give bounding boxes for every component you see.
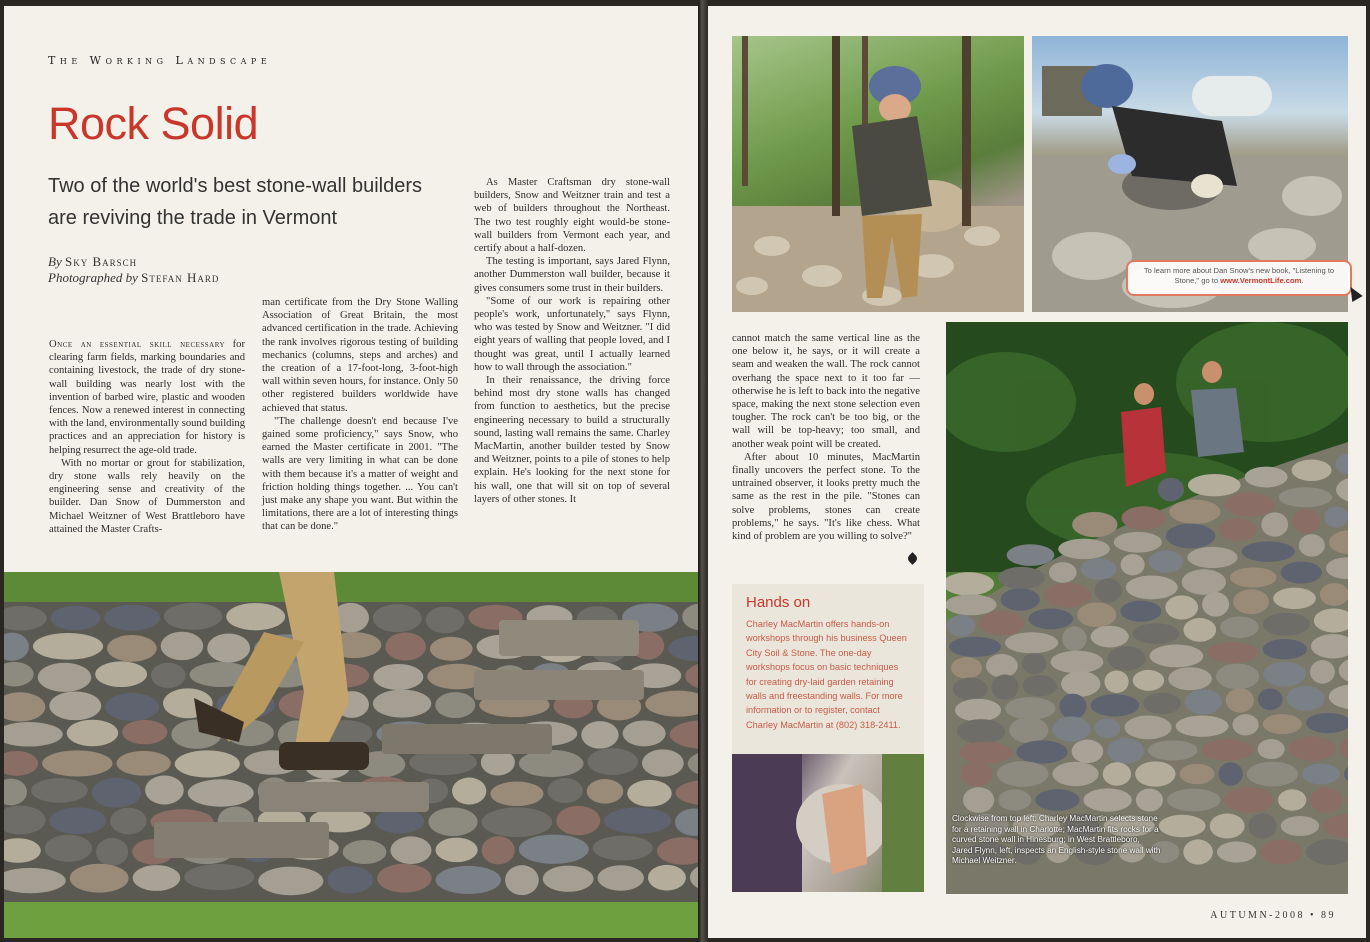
wall-stone — [452, 778, 486, 805]
wall-stone — [385, 633, 426, 661]
wall-stone — [556, 806, 600, 835]
info-text: Stone," go to — [1174, 276, 1219, 285]
stone-wall-illustration — [4, 572, 698, 938]
wall-stone — [961, 762, 993, 787]
wall-stone — [110, 808, 146, 835]
wall-stone — [1289, 736, 1336, 761]
wall-stone — [957, 719, 1005, 744]
wall-stone — [1125, 715, 1172, 739]
wall-stone — [184, 864, 254, 890]
paragraph: "Some of our work is repairing other people's work, unfortunately," says Flynn, who was tested by Snow and Weitzner. "I did eight years of walling that people loved, and I thought was great, until I actually learned how to wall through the association." — [474, 295, 670, 373]
column-1 — [49, 338, 245, 536]
wall-stone — [70, 864, 129, 893]
wall-stone — [1220, 616, 1259, 638]
paragraph: After about 10 minutes, MacMartin finally uncovers the perfect stone. To the untrained observer, it looks pretty much the same as the rest in the pile. "Stones can solve problems, stones can create problems," he says. "It's like chess. What kind of problem are you willing to solve?" — [732, 451, 920, 543]
wall-stone — [1005, 697, 1055, 720]
paragraph-text: for clearing farm fields, marking boundaries and containing livestock, the trade of dry stone-wall building was nearly lost with the invention of barbed wire, plastic and wooden fences. Now a renewed interest in connecting with the land, environmentally sound building practices and an appreciation for history is helping resurrect the age-old trade. — [49, 339, 245, 456]
wall-stone — [327, 866, 373, 893]
wall-stone — [955, 699, 1001, 722]
wall-stone — [1233, 714, 1259, 735]
wall-stone — [105, 693, 159, 721]
headline: Rock Solid — [48, 98, 259, 149]
wall-stone — [1022, 653, 1047, 674]
wall-stone — [1150, 645, 1204, 668]
stone-steps-wall-photo — [4, 572, 698, 938]
wall-stone — [1218, 762, 1242, 785]
wall-stone — [31, 778, 88, 803]
wall-stone — [1201, 739, 1253, 760]
wall-stone — [1005, 632, 1058, 653]
wall-stone — [979, 611, 1024, 636]
author-byline — [48, 254, 137, 270]
wall-stone — [1287, 686, 1325, 711]
wall-stone — [1263, 662, 1306, 687]
wall-stone — [92, 778, 141, 808]
wall-stone — [505, 865, 539, 895]
wall-stone — [428, 808, 477, 837]
wall-stone — [604, 808, 671, 834]
paragraph: The testing is important, says Jared Flynn, another Dummerston wall builder, because it gives consumers some trust in their builders. — [474, 256, 670, 294]
wall-stone — [95, 661, 147, 687]
wall-stone — [1207, 642, 1258, 663]
paragraph: In their renaissance, the driving force behind most dry stone walls has changed from function to aesthetics, but the precise engineering necessary to build a structurally sound, lasting wall remains the same. Charley MacMartin, another builder tested by Snow and Weitzner, points to a pile of stones to help explain. He's looking for the next stone for his wall, one that will sit on top of several layers of other stones. It — [474, 375, 670, 505]
wall-stone — [946, 572, 994, 595]
author-name: Sky Barsch — [64, 254, 138, 269]
wall-stone — [117, 751, 171, 776]
book-info-callout — [1126, 260, 1352, 296]
wall-stone — [1279, 487, 1332, 507]
wall-stone — [42, 750, 112, 776]
wall-stone — [648, 865, 686, 891]
wall-stone — [1126, 576, 1178, 600]
wall-stone — [1299, 534, 1325, 557]
wall-stone — [188, 779, 254, 806]
wall-stone — [207, 633, 250, 662]
wall-stone — [1077, 602, 1116, 627]
wall-stone — [1180, 764, 1215, 785]
wall-stone — [482, 836, 515, 864]
wall-stone — [593, 836, 653, 861]
paragraph — [49, 338, 245, 457]
wall-stone — [1202, 592, 1229, 617]
info-line-2 — [1138, 276, 1340, 286]
paragraph: As Master Craftsman dry stone-wall builders, Snow and Weitzner train and test a web of builders throughout the Northeast. The two test roughly eight would-be stone-wall builders from Vermont each year, and certify about a half-dozen. — [474, 177, 670, 255]
wall-stone — [1016, 740, 1067, 763]
hands-holding-stone-photo — [732, 754, 924, 892]
wall-stone — [1310, 787, 1342, 812]
wall-stone — [1310, 660, 1335, 684]
wall-stone — [490, 782, 543, 807]
photo-illustration — [732, 754, 924, 892]
hands-on-sidebar — [732, 584, 924, 754]
wall-stone — [627, 780, 671, 807]
wall-stone — [1107, 646, 1145, 670]
wall-stone — [1261, 512, 1288, 536]
paragraph: "The challenge doesn't end because I've gained some proficiency," says Snow, who earned the Master certificate in 2001. "The walls are very limiting in what can be done with them because it's a matter of weight and friction holding things together. ... You can't just make any shape you want. But within the limitations, there are a lot of interesting things that can be done." — [262, 415, 458, 533]
wall-stone — [1169, 500, 1220, 524]
wall-stone — [38, 663, 91, 692]
wall-stone — [947, 615, 975, 637]
wall-stone — [1143, 693, 1181, 714]
section-label: The Working Landscape — [48, 54, 272, 67]
photographer-name: Stefan Hard — [141, 270, 220, 285]
wall-stone — [1166, 524, 1215, 549]
wall-stone — [587, 779, 624, 804]
photo-byline — [48, 270, 219, 286]
wall-stone — [997, 761, 1049, 787]
wall-stone — [145, 775, 184, 804]
wall-stone — [375, 809, 425, 833]
wall-stone — [373, 690, 431, 718]
wall-stone — [435, 692, 475, 718]
wall-stone — [1226, 688, 1254, 713]
wall-stone — [1302, 764, 1340, 785]
wall-stone — [175, 750, 240, 777]
wall-stone — [543, 866, 594, 892]
wall-stone — [1114, 532, 1162, 553]
wall-stone — [953, 677, 987, 700]
wall-stone — [96, 838, 128, 866]
wall-stone — [1167, 789, 1220, 812]
wall-stone — [1185, 689, 1222, 714]
wall-stone — [1091, 626, 1129, 648]
wall-stone — [1052, 716, 1090, 742]
wall-stone — [598, 865, 644, 890]
wall-stone — [1260, 840, 1302, 865]
wall-stone — [1242, 541, 1295, 561]
column-4 — [732, 332, 920, 543]
wall-stone — [1182, 569, 1226, 595]
column-2 — [262, 296, 458, 534]
wall-stone — [1051, 651, 1104, 674]
wall-stone — [436, 866, 501, 894]
wall-stone — [1158, 478, 1184, 502]
spine-gutter — [698, 0, 708, 942]
wall-stone — [1104, 670, 1128, 693]
wall-stone — [1183, 618, 1216, 642]
wall-stone — [151, 663, 186, 688]
wall-stone — [1133, 623, 1180, 644]
wall-stone — [1121, 554, 1145, 575]
wall-stone — [258, 867, 323, 896]
wall-stone — [1247, 762, 1298, 787]
wall-stone — [1028, 609, 1073, 630]
wall-stone — [1091, 694, 1140, 716]
wall-stone — [1224, 492, 1274, 516]
wall-stone — [1217, 841, 1256, 862]
photo-caption: Clockwise from top left: Charley MacMartin selects stone for a retaining wall in Charlotte; MacMartin fits rocks for a curved stone wall in Hinesburg; in West Brattleboro, Jared Flynn, left, inspects an English-style stone wall with Michael Weitzner. — [952, 814, 1161, 866]
photo-prefix: Photographed by — [48, 270, 138, 285]
wall-stone — [1263, 613, 1310, 636]
wall-stone — [343, 840, 387, 864]
wall-stone — [587, 748, 638, 775]
wall-stone — [67, 720, 118, 746]
wall-stone — [1136, 789, 1163, 812]
wall-stone — [1165, 595, 1198, 619]
wall-stone — [1258, 688, 1283, 710]
wall-stone — [1049, 562, 1077, 583]
wall-stone — [1001, 588, 1040, 610]
wall-stone — [951, 657, 982, 678]
deck-line-2: are reviving the trade in Vermont — [48, 207, 338, 229]
wall-stone — [1023, 675, 1058, 696]
wall-stone — [435, 838, 477, 863]
wall-stone — [49, 691, 101, 720]
wall-stone — [642, 749, 684, 776]
paragraph: man certificate from the Dry Stone Walling Association of Great Britain, the most advanced certification in the trade. Achieving the rank involves rigorous testing of building mechanics (columns, steps and arches) and the creation of a 17-foot-long, 3-foot-high wall within seven hours, for instance. Only 50 other registered builders worldwide have achieved that status. — [262, 297, 458, 414]
wall-stone — [50, 807, 107, 834]
wall-stone — [1103, 762, 1131, 785]
wall-stone — [122, 720, 167, 744]
byline-prefix: By — [48, 254, 62, 269]
wall-stone — [1044, 583, 1091, 608]
photo-illustration — [732, 36, 1024, 312]
wall-stone — [1219, 518, 1257, 541]
wall-stone — [1122, 506, 1166, 529]
hands-on-body: Charley MacMartin offers hands-on workshops through his business Queen City Soil & Stone. The one-day workshops focus on basic techniques for creating dry-laid garden retaining walls and freestanding walls. For more information or to register, contact Charley MacMartin at (802) 318-2411. — [746, 619, 907, 730]
wall-stone — [1324, 506, 1348, 527]
wall-stone — [1292, 508, 1320, 533]
deck — [48, 170, 468, 234]
wall-stone — [547, 778, 582, 803]
column-3 — [474, 176, 670, 506]
wall-stone — [1281, 562, 1322, 584]
lead-in: Once an essential skill necessary — [49, 339, 226, 350]
wall-stone — [1216, 664, 1259, 690]
paragraph: With no mortar or grout for stabilization, dry stone walls rely heavily on the engineering sense and creativity of the builder. Dan Snow of Dummerston and Michael Weitzner of West Brattleboro have attained the Master Crafts- — [49, 457, 245, 535]
wall-stone — [1058, 539, 1110, 560]
hands-on-title: Hands on — [746, 594, 811, 611]
wall-stone — [33, 633, 103, 660]
wall-stone — [623, 720, 666, 746]
wall-stone — [107, 635, 157, 662]
wall-stone — [519, 835, 589, 864]
wall-stone — [104, 605, 160, 631]
wall-stone — [1072, 512, 1117, 537]
wall-stone — [1176, 715, 1229, 736]
wall-stone — [1081, 558, 1117, 580]
wall-stone — [226, 603, 285, 630]
wall-stone — [1233, 589, 1269, 614]
wall-stone — [133, 865, 181, 891]
wall-stone — [1224, 787, 1274, 812]
wall-stone — [373, 664, 423, 690]
wall-stone — [1094, 718, 1120, 738]
wall-stone — [1059, 694, 1086, 720]
curved-stone-wall-photo — [946, 322, 1348, 894]
wall-stone — [1320, 583, 1348, 606]
right-page — [708, 6, 1366, 938]
wall-stone — [1062, 626, 1086, 651]
page-folio: AUTUMN-2008 • 89 — [1210, 910, 1336, 921]
wall-stone — [949, 637, 1001, 657]
wall-stone — [963, 787, 994, 813]
info-line-1: To learn more about Dan Snow's new book, "Listening to — [1143, 266, 1335, 275]
wall-stone — [164, 603, 222, 630]
wall-stone — [1188, 474, 1241, 496]
wall-stone — [390, 836, 431, 864]
wall-stone — [1278, 789, 1306, 810]
wall-stone — [1168, 667, 1212, 690]
wall-stone — [1210, 814, 1245, 839]
wall-stone — [1159, 815, 1206, 837]
wall-stone — [1035, 789, 1079, 811]
wall-stone — [1263, 639, 1307, 659]
wall-stone — [1052, 762, 1098, 786]
wall-stone — [161, 632, 204, 660]
wall-stone — [1007, 544, 1055, 566]
wall-stone — [45, 835, 92, 862]
wall-stone — [986, 654, 1018, 678]
wall-stone — [1292, 460, 1332, 481]
wall-stone — [1249, 813, 1277, 838]
vermontlife-link[interactable]: www.VermontLife.com — [1220, 276, 1302, 285]
wall-stone — [1095, 578, 1122, 602]
photo-illustration — [946, 322, 1348, 894]
wall-stone — [1133, 670, 1164, 691]
wall-stone — [1120, 601, 1161, 622]
wall-stone — [373, 604, 422, 632]
wall-stone — [998, 789, 1031, 810]
wall-stone — [482, 807, 553, 837]
wall-stone — [581, 721, 618, 749]
end-mark-leaf-icon — [906, 552, 919, 565]
wall-stone — [1183, 839, 1213, 864]
wall-stone — [1230, 567, 1277, 587]
wall-stone — [1245, 467, 1288, 488]
wall-stone — [1084, 788, 1132, 811]
wall-stone — [1135, 761, 1175, 786]
wall-stone — [426, 607, 465, 634]
wall-stone — [946, 594, 997, 615]
wall-stone — [1263, 714, 1302, 734]
wall-stone — [1273, 588, 1316, 610]
wall-stone — [1061, 671, 1100, 696]
left-page — [4, 6, 698, 938]
paragraph: cannot match the same vertical line as the one below it, he says, or it will create a seam and weaken the wall. The rock cannot overhang the space next to it too far — otherwise he is left to back into the negative space, making the next stone selection even tougher. The rock can't be too big, or the wall will be top-heavy; too small, and another weak point will be created. — [732, 333, 920, 450]
wall-stone — [51, 606, 101, 630]
wall-stone — [1149, 550, 1184, 572]
wall-stone — [1187, 547, 1237, 568]
wall-stone — [1148, 740, 1197, 760]
deck-line-1: Two of the world's best stone-wall builders — [48, 175, 422, 197]
wall-stone — [430, 637, 473, 661]
wall-stone — [1072, 740, 1104, 764]
wall-stone — [1258, 739, 1285, 759]
wall-stone — [998, 567, 1045, 589]
info-end: . — [1301, 276, 1304, 285]
wall-stone — [1107, 738, 1144, 764]
wall-stone — [377, 864, 431, 893]
macmartin-selecting-stone-photo — [732, 36, 1024, 312]
wall-stone — [959, 742, 1012, 764]
wall-stone — [991, 675, 1018, 700]
wall-stone — [1281, 816, 1319, 836]
wall-stone — [1009, 717, 1048, 743]
